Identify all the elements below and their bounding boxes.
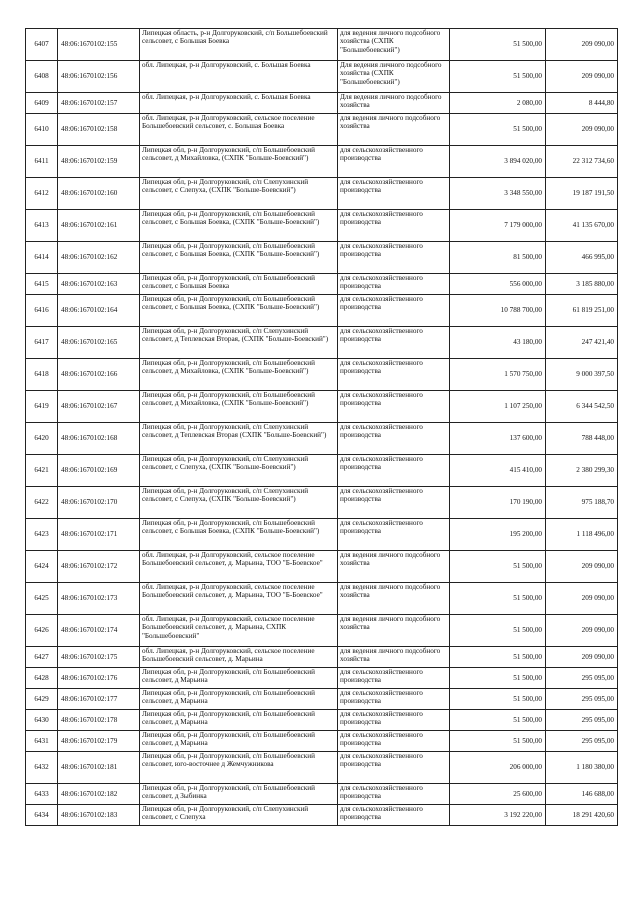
cadastral-value: 19 187 191,50 xyxy=(546,178,618,210)
row-number: 6431 xyxy=(26,731,58,752)
cadastral-value: 3 185 880,00 xyxy=(546,274,618,295)
row-number: 6417 xyxy=(26,327,58,359)
table-row xyxy=(26,615,618,647)
plot-address: Липецкая обл, р-н Долгоруковский, с/п Большебоевский сельсовет, д Михайловка, (СХПК "Больше-Боевский") xyxy=(140,146,338,178)
permitted-use: для сельскохозяйственного производства xyxy=(338,295,450,327)
plot-address: Липецкая обл, р-н Долгоруковский, с/п Слепухинский сельсовет, с Слепуха, (СХПК "Больше-Боевский") xyxy=(140,487,338,519)
table-row xyxy=(26,455,618,487)
cadastral-number: 48:06:1670102:182 xyxy=(58,784,140,805)
plot-address: Липецкая область, р-н Долгоруковский, с/п Большебоевский сельсовет, с Большая Боевка xyxy=(140,29,338,61)
plot-address: обл. Липецкая, р-н Долгоруковский, с. Большая Боевка xyxy=(140,93,338,114)
permitted-use: Для ведения личного подсобного хозяйства (СХПК "Большебоевский") xyxy=(338,61,450,93)
cadastral-value: 295 095,00 xyxy=(546,731,618,752)
cadastral-number: 48:06:1670102:178 xyxy=(58,710,140,731)
plot-address: Липецкая обл, р-н Долгоруковский, с/п Большебоевский сельсовет, с Большая Боевка, (СХПК "Больше-Боевский") xyxy=(140,295,338,327)
row-number: 6425 xyxy=(26,583,58,615)
plot-area: 51 500,00 xyxy=(450,61,546,93)
cadastral-number: 48:06:1670102:168 xyxy=(58,423,140,455)
land-plots-table xyxy=(25,28,618,826)
cadastral-number: 48:06:1670102:160 xyxy=(58,178,140,210)
permitted-use: для ведения личного подсобного хозяйства xyxy=(338,114,450,146)
table-row xyxy=(26,93,618,114)
plot-area: 51 500,00 xyxy=(450,615,546,647)
table-row xyxy=(26,583,618,615)
plot-address: обл. Липецкая, р-н Долгоруковский, сельское поселение Большебоевский сельсовет, д. Марьина, ТОО "Б-Боевское" xyxy=(140,583,338,615)
permitted-use: для ведения личного подсобного хозяйства xyxy=(338,647,450,668)
plot-area: 556 000,00 xyxy=(450,274,546,295)
cadastral-value: 788 448,00 xyxy=(546,423,618,455)
row-number: 6416 xyxy=(26,295,58,327)
row-number: 6432 xyxy=(26,752,58,784)
table-row xyxy=(26,731,618,752)
permitted-use: для сельскохозяйственного производства xyxy=(338,689,450,710)
cadastral-value: 2 380 299,30 xyxy=(546,455,618,487)
cadastral-value: 61 819 251,00 xyxy=(546,295,618,327)
permitted-use: для сельскохозяйственного производства xyxy=(338,710,450,731)
cadastral-value: 975 188,70 xyxy=(546,487,618,519)
cadastral-value: 209 090,00 xyxy=(546,647,618,668)
plot-area: 170 190,00 xyxy=(450,487,546,519)
row-number: 6412 xyxy=(26,178,58,210)
table-row xyxy=(26,61,618,93)
cadastral-number: 48:06:1670102:172 xyxy=(58,551,140,583)
permitted-use: для сельскохозяйственного производства xyxy=(338,487,450,519)
cadastral-number: 48:06:1670102:171 xyxy=(58,519,140,551)
row-number: 6411 xyxy=(26,146,58,178)
plot-area: 51 500,00 xyxy=(450,551,546,583)
permitted-use: для сельскохозяйственного производства xyxy=(338,423,450,455)
table-row xyxy=(26,295,618,327)
permitted-use: для сельскохозяйственного производства xyxy=(338,752,450,784)
cadastral-number: 48:06:1670102:179 xyxy=(58,731,140,752)
cadastral-number: 48:06:1670102:183 xyxy=(58,805,140,826)
plot-area: 3 348 550,00 xyxy=(450,178,546,210)
plot-address: Липецкая обл, р-н Долгоруковский, с/п Большебоевский сельсовет, д Марьина xyxy=(140,689,338,710)
plot-address: обл. Липецкая, р-н Долгоруковский, сельское поселение Большебоевский сельсовет, д. Марьина, СХПК "Большебоевский" xyxy=(140,615,338,647)
plot-area: 51 500,00 xyxy=(450,583,546,615)
plot-area: 195 200,00 xyxy=(450,519,546,551)
permitted-use: для сельскохозяйственного производства xyxy=(338,359,450,391)
cadastral-number: 48:06:1670102:161 xyxy=(58,210,140,242)
permitted-use: для сельскохозяйственного производства xyxy=(338,391,450,423)
plot-area: 137 600,00 xyxy=(450,423,546,455)
table-row xyxy=(26,551,618,583)
permitted-use: для сельскохозяйственного производства xyxy=(338,210,450,242)
cadastral-number: 48:06:1670102:167 xyxy=(58,391,140,423)
cadastral-value: 295 095,00 xyxy=(546,689,618,710)
row-number: 6408 xyxy=(26,61,58,93)
cadastral-value: 6 344 542,50 xyxy=(546,391,618,423)
row-number: 6414 xyxy=(26,242,58,274)
row-number: 6433 xyxy=(26,784,58,805)
cadastral-number: 48:06:1670102:156 xyxy=(58,61,140,93)
row-number: 6428 xyxy=(26,668,58,689)
plot-address: обл. Липецкая, р-н Долгоруковский, сельское поселение Большебоевский сельсовет, д. Марьина xyxy=(140,647,338,668)
plot-address: Липецкая обл, р-н Долгоруковский, с/п Большебоевский сельсовет, д Михайловка, (СХПК "Больше-Боевский") xyxy=(140,391,338,423)
permitted-use: для сельскохозяйственного производства xyxy=(338,519,450,551)
plot-area: 7 179 000,00 xyxy=(450,210,546,242)
plot-address: Липецкая обл, р-н Долгоруковский, с/п Большебоевский сельсовет, с Большая Боевка, (СХПК "Больше-Боевский") xyxy=(140,242,338,274)
table-row xyxy=(26,146,618,178)
table-row xyxy=(26,784,618,805)
permitted-use: для сельскохозяйственного производства xyxy=(338,784,450,805)
plot-address: Липецкая обл, р-н Долгоруковский, с/п Большебоевский сельсовет, юго-восточнее д Жемчужникова xyxy=(140,752,338,784)
plot-area: 10 788 700,00 xyxy=(450,295,546,327)
plot-area: 3 192 220,00 xyxy=(450,805,546,826)
plot-area: 51 500,00 xyxy=(450,647,546,668)
row-number: 6418 xyxy=(26,359,58,391)
cadastral-value: 209 090,00 xyxy=(546,551,618,583)
cadastral-number: 48:06:1670102:163 xyxy=(58,274,140,295)
cadastral-value: 22 312 734,60 xyxy=(546,146,618,178)
cadastral-number: 48:06:1670102:169 xyxy=(58,455,140,487)
permitted-use: для сельскохозяйственного производства xyxy=(338,805,450,826)
cadastral-number: 48:06:1670102:165 xyxy=(58,327,140,359)
plot-address: Липецкая обл, р-н Долгоруковский, с/п Слепухинский сельсовет, д Теплевская Вторая (СХПК "Больше-Боевский") xyxy=(140,423,338,455)
table-row xyxy=(26,710,618,731)
table-row xyxy=(26,689,618,710)
cadastral-number: 48:06:1670102:157 xyxy=(58,93,140,114)
plot-area: 81 500,00 xyxy=(450,242,546,274)
plot-area: 43 180,00 xyxy=(450,327,546,359)
permitted-use: для ведения личного подсобного хозяйства (СХПК "Большебоевский") xyxy=(338,29,450,61)
cadastral-number: 48:06:1670102:181 xyxy=(58,752,140,784)
plot-area: 51 500,00 xyxy=(450,710,546,731)
cadastral-value: 1 180 380,00 xyxy=(546,752,618,784)
plot-address: обл. Липецкая, р-н Долгоруковский, сельское поселение Большебоевский сельсовет, д. Марьина, ТОО "Б-Боевское" xyxy=(140,551,338,583)
row-number: 6430 xyxy=(26,710,58,731)
plot-area: 51 500,00 xyxy=(450,29,546,61)
table-row xyxy=(26,359,618,391)
cadastral-value: 1 118 496,00 xyxy=(546,519,618,551)
table-row xyxy=(26,647,618,668)
table-body xyxy=(26,29,618,826)
table-row xyxy=(26,487,618,519)
permitted-use: для ведения личного подсобного хозяйства xyxy=(338,551,450,583)
cadastral-number: 48:06:1670102:166 xyxy=(58,359,140,391)
table-row xyxy=(26,210,618,242)
cadastral-value: 209 090,00 xyxy=(546,61,618,93)
cadastral-value: 295 095,00 xyxy=(546,710,618,731)
row-number: 6419 xyxy=(26,391,58,423)
table-row xyxy=(26,114,618,146)
plot-address: Липецкая обл, р-н Долгоруковский, с/п Большебоевский сельсовет, д Зыбинка xyxy=(140,784,338,805)
table-row xyxy=(26,327,618,359)
cadastral-value: 41 135 670,00 xyxy=(546,210,618,242)
plot-address: Липецкая обл, р-н Долгоруковский, с/п Большебоевский сельсовет, с Большая Боевка xyxy=(140,274,338,295)
cadastral-number: 48:06:1670102:170 xyxy=(58,487,140,519)
plot-area: 25 600,00 xyxy=(450,784,546,805)
plot-area: 2 080,00 xyxy=(450,93,546,114)
table-row xyxy=(26,423,618,455)
cadastral-number: 48:06:1670102:155 xyxy=(58,29,140,61)
row-number: 6409 xyxy=(26,93,58,114)
cadastral-number: 48:06:1670102:164 xyxy=(58,295,140,327)
plot-address: Липецкая обл, р-н Долгоруковский, с/п Большебоевский сельсовет, с Большая Боевка, (СХПК "Больше-Боевский") xyxy=(140,210,338,242)
permitted-use: для сельскохозяйственного производства xyxy=(338,455,450,487)
table-row xyxy=(26,178,618,210)
row-number: 6434 xyxy=(26,805,58,826)
row-number: 6427 xyxy=(26,647,58,668)
cadastral-value: 146 688,00 xyxy=(546,784,618,805)
permitted-use: для ведения личного подсобного хозяйства xyxy=(338,583,450,615)
row-number: 6413 xyxy=(26,210,58,242)
cadastral-value: 466 995,00 xyxy=(546,242,618,274)
plot-address: обл. Липецкая, р-н Долгоруковский, сельское поселение Большебоевский сельсовет, с. Большая Боевка xyxy=(140,114,338,146)
permitted-use: для сельскохозяйственного производства xyxy=(338,731,450,752)
plot-area: 1 107 250,00 xyxy=(450,391,546,423)
plot-area: 415 410,00 xyxy=(450,455,546,487)
plot-address: Липецкая обл, р-н Долгоруковский, с/п Слепухинский сельсовет, с Слепуха, (СХПК "Больше-Боевский") xyxy=(140,455,338,487)
plot-area: 51 500,00 xyxy=(450,689,546,710)
permitted-use: для сельскохозяйственного производства xyxy=(338,327,450,359)
cadastral-value: 9 000 397,50 xyxy=(546,359,618,391)
row-number: 6415 xyxy=(26,274,58,295)
table-row xyxy=(26,752,618,784)
plot-address: Липецкая обл, р-н Долгоруковский, с/п Большебоевский сельсовет, д Марьина xyxy=(140,710,338,731)
table-row xyxy=(26,668,618,689)
plot-area: 206 000,00 xyxy=(450,752,546,784)
cadastral-number: 48:06:1670102:177 xyxy=(58,689,140,710)
cadastral-value: 295 095,00 xyxy=(546,668,618,689)
plot-address: Липецкая обл, р-н Долгоруковский, с/п Слепухинский сельсовет, с Слепуха, (СХПК "Больше-Боевский") xyxy=(140,178,338,210)
table-row xyxy=(26,29,618,61)
permitted-use: для сельскохозяйственного производства xyxy=(338,668,450,689)
plot-area: 51 500,00 xyxy=(450,114,546,146)
row-number: 6429 xyxy=(26,689,58,710)
table-row xyxy=(26,519,618,551)
cadastral-number: 48:06:1670102:162 xyxy=(58,242,140,274)
cadastral-number: 48:06:1670102:159 xyxy=(58,146,140,178)
table-row xyxy=(26,805,618,826)
table-row xyxy=(26,391,618,423)
cadastral-number: 48:06:1670102:175 xyxy=(58,647,140,668)
cadastral-value: 8 444,80 xyxy=(546,93,618,114)
table-row xyxy=(26,242,618,274)
plot-area: 1 570 750,00 xyxy=(450,359,546,391)
cadastral-number: 48:06:1670102:174 xyxy=(58,615,140,647)
cadastral-value: 209 090,00 xyxy=(546,114,618,146)
cadastral-value: 18 291 420,60 xyxy=(546,805,618,826)
row-number: 6422 xyxy=(26,487,58,519)
permitted-use: для сельскохозяйственного производства xyxy=(338,242,450,274)
row-number: 6407 xyxy=(26,29,58,61)
row-number: 6423 xyxy=(26,519,58,551)
permitted-use: для сельскохозяйственного производства xyxy=(338,274,450,295)
cadastral-number: 48:06:1670102:158 xyxy=(58,114,140,146)
cadastral-value: 247 421,40 xyxy=(546,327,618,359)
permitted-use: для ведения личного подсобного хозяйства xyxy=(338,615,450,647)
plot-address: Липецкая обл, р-н Долгоруковский, с/п Большебоевский сельсовет, д Михайловка, (СХПК "Больше-Боевский") xyxy=(140,359,338,391)
cadastral-number: 48:06:1670102:173 xyxy=(58,583,140,615)
row-number: 6420 xyxy=(26,423,58,455)
plot-address: Липецкая обл, р-н Долгоруковский, с/п Слепухинский сельсовет, с Слепуха xyxy=(140,805,338,826)
cadastral-value: 209 090,00 xyxy=(546,615,618,647)
row-number: 6421 xyxy=(26,455,58,487)
plot-address: Липецкая обл, р-н Долгоруковский, с/п Большебоевский сельсовет, д Марьина xyxy=(140,731,338,752)
permitted-use: для сельскохозяйственного производства xyxy=(338,178,450,210)
row-number: 6410 xyxy=(26,114,58,146)
cadastral-number: 48:06:1670102:176 xyxy=(58,668,140,689)
table-row xyxy=(26,274,618,295)
plot-area: 51 500,00 xyxy=(450,668,546,689)
plot-address: обл. Липецкая, р-н Долгоруковский, с. Большая Боевка xyxy=(140,61,338,93)
plot-address: Липецкая обл, р-н Долгоруковский, с/п Слепухинский сельсовет, д Теплевская Вторая, (СХПК "Больше-Боевский") xyxy=(140,327,338,359)
plot-area: 51 500,00 xyxy=(450,731,546,752)
cadastral-value: 209 090,00 xyxy=(546,583,618,615)
plot-address: Липецкая обл, р-н Долгоруковский, с/п Большебоевский сельсовет, д Марьина xyxy=(140,668,338,689)
cadastral-value: 209 090,00 xyxy=(546,29,618,61)
row-number: 6426 xyxy=(26,615,58,647)
plot-area: 3 894 020,00 xyxy=(450,146,546,178)
plot-address: Липецкая обл, р-н Долгоруковский, с/п Большебоевский сельсовет, с Большая Боевка, (СХПК "Больше-Боевский") xyxy=(140,519,338,551)
row-number: 6424 xyxy=(26,551,58,583)
permitted-use: для сельскохозяйственного производства xyxy=(338,146,450,178)
permitted-use: Для ведения личного подсобного хозяйства xyxy=(338,93,450,114)
